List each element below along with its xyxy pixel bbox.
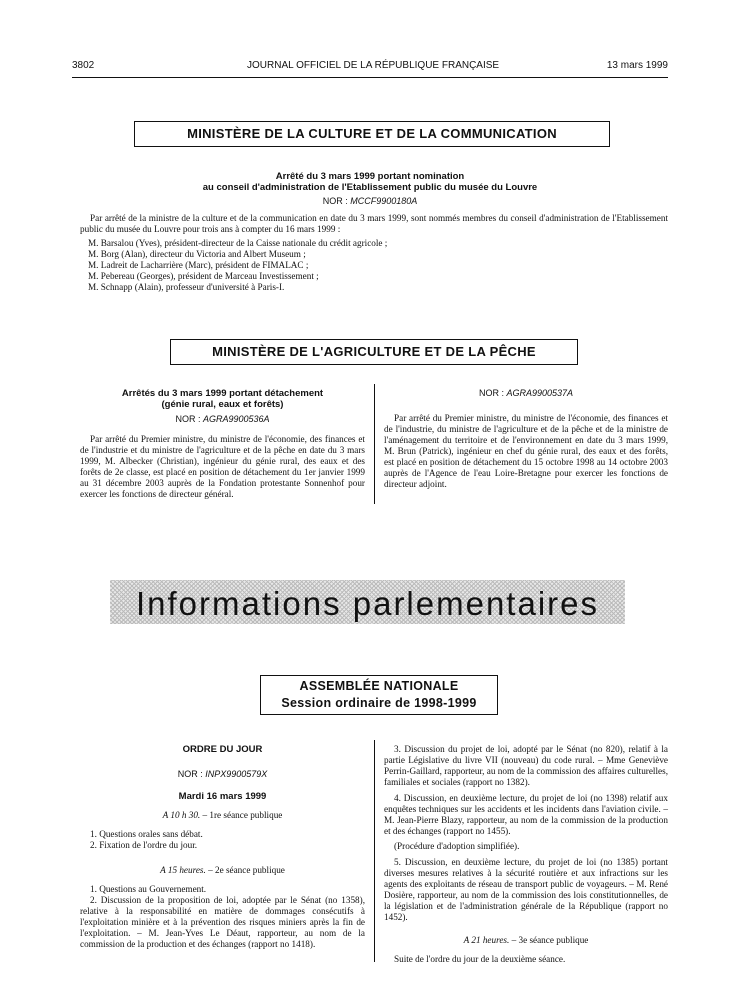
assemblee-title: ASSEMBLÉE NATIONALE [299, 679, 459, 693]
list-item: 2. Fixation de l'ordre du jour. [90, 840, 198, 850]
list-item: M. Schnapp (Alain), professeur d'université à Paris-I. [88, 282, 285, 292]
issue-date: 13 mars 1999 [606, 60, 668, 71]
agriculture-title-line1: Arrêtés du 3 mars 1999 portant détachement [121, 388, 324, 399]
agriculture-title-line2: (génie rural, eaux et forêts) [161, 399, 284, 410]
column-divider [374, 740, 375, 962]
agriculture-right-column [384, 388, 668, 490]
page-header [72, 60, 668, 76]
nor-code: MCCF9900180A [350, 196, 418, 206]
seance-2-item-1: 1. Questions au Gouvernement. [90, 884, 207, 894]
page-number: 3802 [72, 60, 95, 71]
journal-title: JOURNAL OFFICIEL DE LA RÉPUBLIQUE FRANÇAISE [247, 60, 500, 71]
seance-1-items [80, 829, 365, 851]
nor-code: AGRA9900537A [506, 388, 574, 398]
culture-title-line1: Arrêté du 3 mars 1999 portant nomination [275, 171, 465, 182]
assemblee-session: Session ordinaire de 1998-1999 [281, 696, 477, 710]
seance-time: A 10 h 30. [162, 810, 201, 820]
seance-3-text: Suite de l'ordre du jour de la deuxième séance. [394, 954, 566, 964]
column-divider [374, 384, 375, 504]
ministry-culture-box [134, 121, 610, 147]
session-day: Mardi 16 mars 1999 [178, 791, 267, 802]
section-band-title: Informations parlementaires [135, 585, 600, 622]
ministry-culture-title: MINISTÈRE DE LA CULTURE ET DE LA COMMUNICATION [187, 126, 557, 141]
seance-time: A 15 heures. [160, 865, 206, 875]
list-item: M. Barsalou (Yves), président-directeur de la Caisse nationale du crédit agricole ; [88, 238, 388, 248]
agriculture-nor-right [384, 388, 668, 398]
header-rule [72, 77, 668, 78]
nor-label: NOR : [175, 414, 201, 424]
seance-time: A 21 heures. [463, 935, 510, 945]
culture-decree-title [72, 171, 668, 193]
culture-nor [72, 196, 668, 206]
ministry-agriculture-box [170, 339, 578, 365]
list-item: M. Ladreit de Lacharrière (Marc), président de FIMALAC ; [88, 260, 309, 270]
seance-2-item-3: 3. Discussion du projet de loi, adopté par le Sénat (no 820), relatif à la partie Législative du livre VII (nouveau) du code rural. – Mme Geneviève Perrin-Gaillard, rapporteur, au nom de la commission des affaires culturelles, familiales et sociales (rapport no 1382). [384, 744, 668, 787]
seance-label: – 2e séance publique [205, 865, 285, 875]
seance-1-heading [80, 810, 365, 821]
assemblee-left-column [80, 744, 365, 950]
seance-2-item-4: 4. Discussion, en deuxième lecture, du projet de loi (no 1398) relatif aux enquêtes techniques sur les accidents et les incidents dans l'aviation civile. – M. Jean-Pierre Blazy, rapporteur, au nom de la commission de la production et des échanges (rapport no 1455). [384, 793, 668, 836]
nor-code: AGRA9900536A [202, 414, 270, 424]
agriculture-text-right: Par arrêté du Premier ministre, du ministre de l'économie, des finances et de l'industrie, du ministre de l'agriculture et de la pêche et de la ministre de l'aménagement du territoire et de l'environnement en date du 3 mars 1999, M. Brun (Patrick), ingénieur en chef du génie rural, des eaux et des forêts, est placé en position de détachement du 15 octobre 1998 au 14 octobre 2003 auprès de l'Agence de l'eau Loire-Bretagne pour exercer les fonctions de directeur adjoint. [384, 413, 668, 489]
agriculture-text-left: Par arrêté du Premier ministre, du ministre de l'économie, des finances et de l'industrie et du ministre de l'agriculture et de la pêche en date du 3 mars 1999, M. Albecker (Christian), ingénieur du génie rural, des eaux et des forêts de 2e classe, est placé en position de détachement du 1er janvier 1999 au 31 décembre 2003 auprès de la Fondation protestante Sonnenhof pour exercer les fonctions de directeur général. [80, 434, 365, 499]
culture-intro: Par arrêté de la ministre de la culture et de la communication en date du 3 mars 1999, sont nommés membres du conseil d'administration de l'Etablissement public du musée du Louvre pour trois ans à compter du 16 mars 1999 : [80, 213, 668, 234]
agriculture-decree-title [80, 388, 365, 410]
nor-label: NOR : [478, 388, 504, 398]
assemblee-box [260, 675, 498, 715]
assemblee-right-column [384, 744, 668, 965]
culture-title-line2: au conseil d'administration de l'Etablissement public du musée du Louvre [202, 182, 538, 193]
list-item: M. Borg (Alan), directeur du Victoria and Albert Museum ; [88, 249, 306, 259]
ordre-du-jour-title: ORDRE DU JOUR [182, 744, 263, 755]
seance-2-item-4-note: (Procédure d'adoption simplifiée). [394, 841, 520, 851]
seance-3-heading [384, 935, 668, 946]
seance-2-item-2: 2. Discussion de la proposition de loi, adoptée par le Sénat (no 1358), relative à la responsabilité en matière de dommages consécutifs à l'exploitation minière et à la prévention des risques miniers après la fin de l'exploitation. – M. Jean-Yves Le Déaut, rapporteur, au nom de la commission de la production et des échanges (rapport no 1418). [80, 895, 365, 949]
culture-members-list [88, 238, 668, 293]
ministry-agriculture-title: MINISTÈRE DE L'AGRICULTURE ET DE LA PÊCHE [212, 344, 536, 359]
agriculture-left-column [80, 388, 365, 500]
seance-2-heading [80, 865, 365, 876]
seance-label: – 1re séance publique [200, 810, 283, 820]
seance-2-item-5: 5. Discussion, en deuxième lecture, du projet de loi (no 1385) portant diverses mesures relatives à la sécurité routière et aux infractions sur les agents des exploitants de réseau de transport public de voyageurs. – M. René Dosière, rapporteur, au nom de la commission des lois constitutionnelles, de la législation et de l'administration générale de la République (rapport no 1452). [384, 857, 668, 922]
nor-label: NOR : [177, 769, 203, 779]
agriculture-nor-left [80, 414, 365, 424]
nor-label: NOR : [322, 196, 348, 206]
list-item: M. Pebereau (Georges), président de Marceau Investissement ; [88, 271, 319, 281]
assemblee-nor [80, 769, 365, 779]
seance-label: – 3e séance publique [509, 935, 589, 945]
nor-code: INPX9900579X [205, 769, 268, 779]
list-item: 1. Questions orales sans débat. [90, 829, 203, 839]
